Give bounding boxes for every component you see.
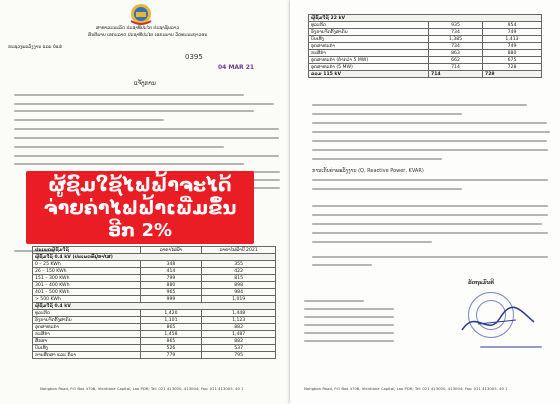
text-line (312, 223, 542, 225)
right-document-page (290, 0, 560, 404)
text-line (312, 149, 548, 151)
headline-line-2: ຈ່າຍຄ່າໄຟຟ້າເພີ່ມຂຶ້ນ (43, 197, 237, 219)
page-footer: Nongbon Road, P.O Box 4708, Vientiane Capital, Lao PDR; Tel: 021 413000, 413004; Fax: 021 413005, 40 1 (304, 386, 508, 391)
tariff-table (32, 246, 276, 359)
header-ministry: ກະຊວງພະລັງງານ ແລະ ບໍ່ແຮ່ (8, 45, 63, 50)
signatory-name-line (480, 346, 542, 348)
text-line (312, 122, 547, 124)
table-row: ອຸດສາຫະກຳ (ຕໍ່າກວ່າ 5 MW) 662 675 (309, 57, 542, 64)
table-row: > 500 KWh 999 1,019 (33, 296, 276, 303)
text-line (312, 104, 527, 106)
table-section-title: ຜູ້ຊົມໃຊ້ 22 kV (309, 15, 542, 22)
table-header: ປະເພດຜູ້ຊົມໃຊ້ (33, 247, 141, 254)
table-row: ບັນເທີງ 526 537 (33, 345, 276, 352)
text-line (304, 324, 394, 326)
table-row: ອຸດສາຫະກຳ 865 882 (33, 324, 276, 331)
table-row: 26 – 150 KWh 414 422 (33, 268, 276, 275)
headline-line-1: ຜູ້ຊົມໃຊ້ໄຟຟ້າຈະໄດ້ (48, 174, 232, 196)
text-line (312, 113, 462, 115)
table-row: ກະສິກຳ 1,458 1,487 (33, 331, 276, 338)
text-line (304, 332, 394, 334)
table-header: ລາຄາໄຟຟ້າ (140, 247, 202, 254)
text-line (304, 316, 394, 318)
text-line (312, 179, 548, 181)
text-line (312, 158, 442, 160)
table-row: ທຸລະກິດ 935 954 (309, 22, 542, 29)
text-line (312, 188, 462, 190)
text-line (14, 137, 279, 139)
kvar-text: ການເກັບຄ່າພະລັງງານ (Q, Reactive Power, KVAR) (312, 168, 424, 174)
text-line (14, 155, 279, 157)
text-line (312, 140, 547, 142)
header-country: ສາທາລະນະລັດ ປະຊາທິປະໄຕ ປະຊາຊົນລາວ (96, 26, 180, 31)
table-row: ກະສິກຳ 863 880 (309, 50, 542, 57)
text-line (312, 214, 548, 216)
text-line (14, 94, 244, 96)
table-row: 401 – 500 KWh 965 984 (33, 289, 276, 296)
text-line (14, 128, 279, 130)
text-line (312, 205, 548, 207)
table-row: 151 – 300 KWh 799 815 (33, 275, 276, 282)
text-line (14, 163, 244, 165)
table-row: ອົງການຈັດຕັ້ງສາກົນ 1,101 1,123 (33, 317, 276, 324)
text-line (14, 110, 254, 112)
table-row: ການສຶກສາ ແລະ ກິລາ 779 795 (33, 352, 276, 359)
text-line (14, 103, 274, 105)
text-line (304, 340, 394, 342)
table-row: ສຶກສາ 865 882 (33, 338, 276, 345)
text-line (14, 119, 164, 121)
national-emblem-icon (128, 3, 154, 25)
tariff-table-continued (308, 14, 542, 78)
signature-title: ລັດຖະມົນຕີ (468, 280, 494, 286)
header-motto: ສັນຕິພາບ ເອກະລາດ ປະຊາທິປະໄຕ ເອກະພາບ ວັດທະນະຖາວອນ (88, 33, 208, 38)
table-row: ບັນເທີງ 1,385 1,413 (309, 36, 542, 43)
notice-title: ແຈ້ງການ (134, 80, 156, 87)
table-row: 0 – 25 KWh 348 355 (33, 261, 276, 268)
table-section-title: ຜູ້ຊົມໃຊ້ 0.4 kV (ປະເພດທີ່ຢູ່ອາໄສ) (33, 254, 276, 261)
signature-icon (458, 300, 538, 340)
text-line (312, 131, 550, 133)
table-section-title: ຜູ້ຊົມໃຊ້ 0.4 kV (33, 303, 276, 310)
table-row: ອຸດສາຫະກຳ (5 MW) 714 728 (309, 64, 542, 71)
text-line (312, 232, 548, 234)
date-stamp: 04 MAR 21 (218, 64, 255, 71)
headline-line-3: ອີກ 2% (107, 220, 173, 241)
text-line (312, 241, 432, 243)
table-header: ລາຄາໄຟຟ້າປີ 2021 (202, 247, 276, 254)
table-row: 301 – 400 KWh 880 898 (33, 282, 276, 289)
table-row: ລວມ 115 kV 714 728 (309, 71, 542, 78)
table-row: ອົງການຈັດຕັ້ງສາກົນ 734 749 (309, 29, 542, 36)
table-row: ທຸລະກິດ 1,420 1,448 (33, 310, 276, 317)
page-footer: Nongbon Road, P.O Box 4708, Vientiane Capital, Lao PDR; Tel: 021 413000, 413004; Fax: 021 413005, 40 1 (40, 386, 244, 391)
text-line (312, 264, 372, 266)
table-row: ອຸດສາຫະກຳ 734 749 (309, 43, 542, 50)
document-number: 0395 (185, 53, 203, 61)
text-line (312, 256, 548, 258)
text-line (14, 146, 224, 148)
text-line (304, 308, 394, 310)
text-line (304, 300, 364, 302)
